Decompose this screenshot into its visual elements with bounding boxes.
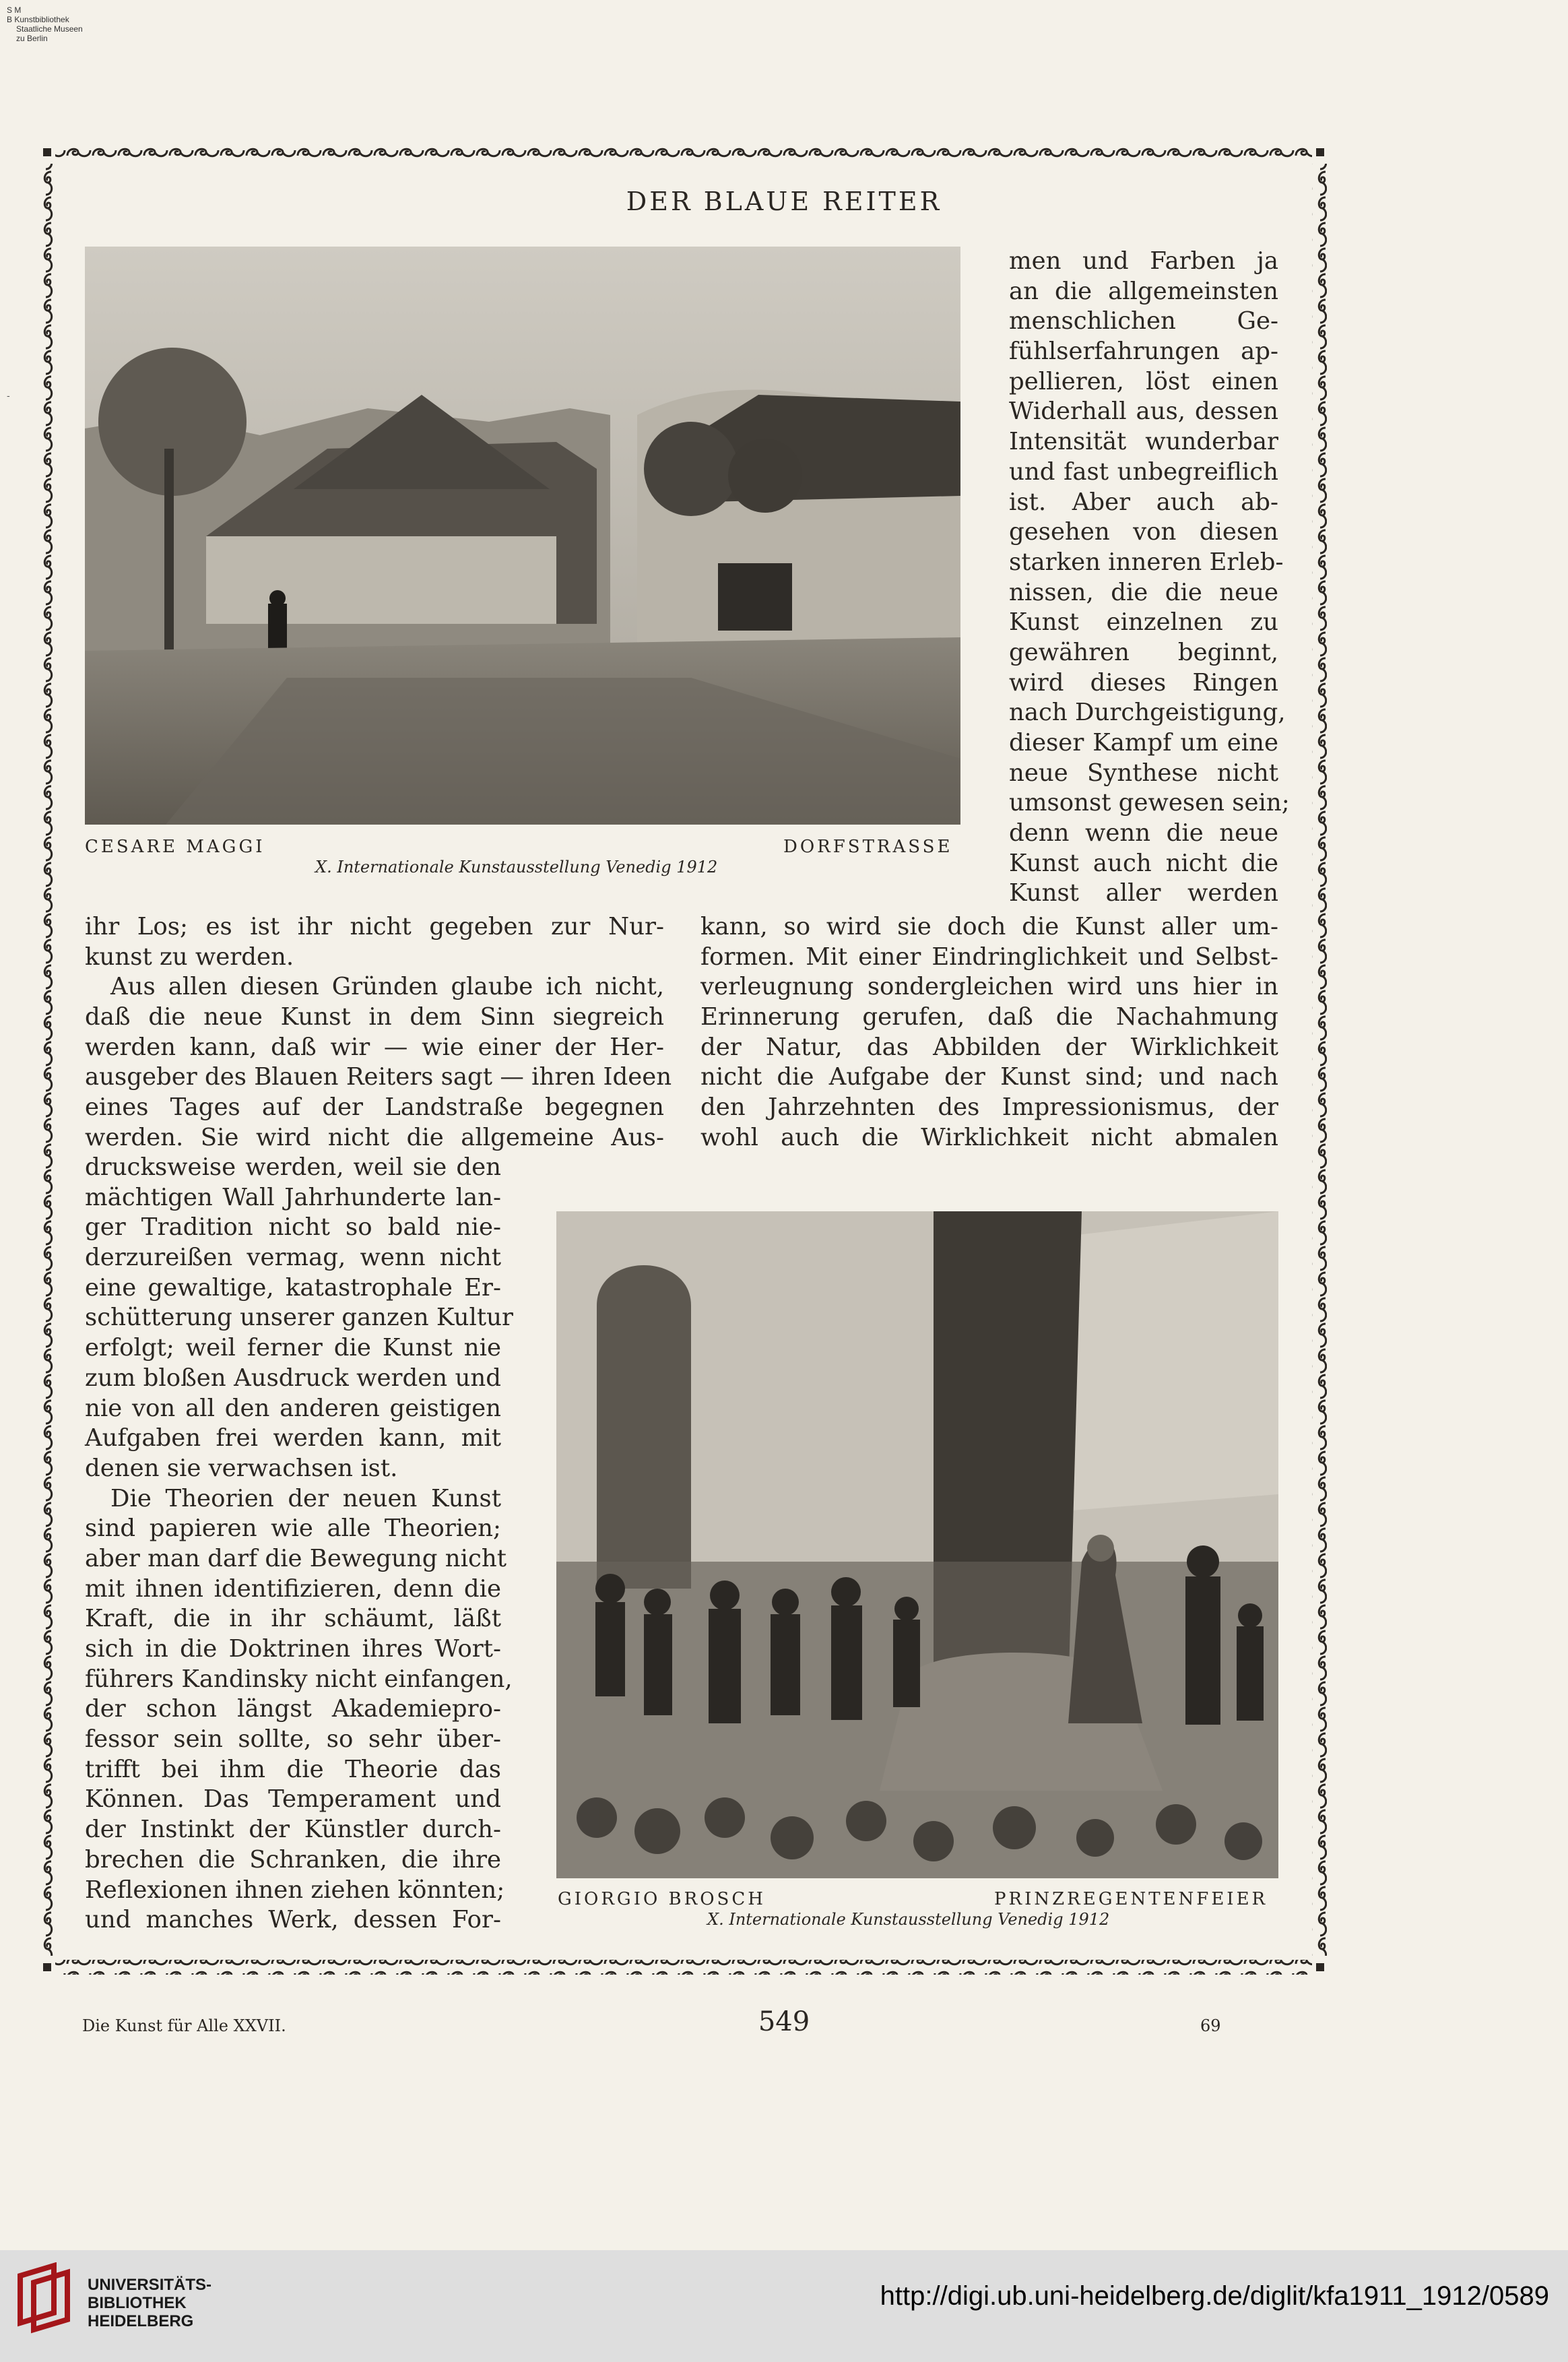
text-line: wird dieses Ringen (1009, 668, 1278, 697)
painting-prinzregentenfeier (556, 1211, 1278, 1878)
text-line: ihr Los; es ist ihr nicht gegeben zur Nur- (85, 913, 664, 940)
text-line: gewähren beginnt, (1009, 638, 1278, 666)
text-line: menschlichen Ge- (1009, 307, 1278, 336)
library-name-line: UNIVERSITÄTS- (88, 2276, 212, 2294)
text-line: men und Farben ja (1009, 247, 1278, 275)
text-line: Aufgaben frei werden kann, mit (85, 1424, 501, 1453)
text-line: Kunst einzelnen zu (1009, 608, 1278, 637)
text-line: trifft bei ihm die Theorie das (85, 1755, 501, 1783)
text-line: kunst zu werden. (85, 943, 294, 971)
text-line: drucksweise werden, weil sie den (85, 1153, 501, 1181)
figure1-caption: X. Internationale Kunstausstellung Venedig 1912 (315, 858, 718, 876)
text-line: verleugnung sondergleichen wird uns hier in (700, 973, 1278, 1001)
text-line: schütterung unserer ganzen Kultur (85, 1304, 513, 1332)
text-line: nicht die Aufgabe der Kunst sind; und nach (700, 1063, 1278, 1091)
text-line: brechen die Schranken, die ihre (85, 1845, 501, 1874)
text-line: werden. Sie wird nicht die allgemeine Aus- (85, 1123, 664, 1151)
text-line: neue Synthese nicht (1009, 759, 1278, 787)
text-line: sich in die Doktrinen ihres Wort- (85, 1635, 501, 1663)
figure1-title: DORFSTRASSE (783, 837, 953, 857)
text-line: formen. Mit einer Eindringlichkeit und Selbst- (700, 943, 1278, 971)
page-number: 549 (758, 2006, 810, 2037)
footer-sheet: 69 (1200, 2016, 1221, 2035)
figure2-title: PRINZREGENTENFEIER (994, 1889, 1268, 1909)
text-line: Kunst auch nicht die (1009, 849, 1278, 877)
text-line: und manches Werk, dessen For- (85, 1906, 501, 1934)
text-line: mit ihnen identifizieren, denn die (85, 1574, 501, 1603)
text-line: umsonst gewesen sein; (1009, 789, 1290, 817)
text-line: nach Durchgeistigung, (1009, 699, 1286, 727)
text-line: der Instinkt der Künstler durch- (85, 1816, 501, 1844)
text-line: nie von all den anderen geistigen (85, 1394, 501, 1422)
text-line: werden kann, daß wir — wie einer der Her- (85, 1033, 664, 1061)
text-line: fühlserfahrungen ap- (1009, 338, 1278, 366)
text-line: Reflexionen ihnen ziehen könnten; (85, 1876, 505, 1904)
text-line: den Jahrzehnten des Impressionismus, der (700, 1093, 1278, 1122)
text-line: Kunst aller werden (1009, 879, 1278, 907)
figure2-artist: GIORGIO BROSCH (558, 1889, 766, 1909)
text-line: Intensität wunderbar (1009, 428, 1278, 456)
text-line: Widerhall aus, dessen (1009, 397, 1278, 426)
library-name-line: BIBLIOTHEK (88, 2294, 187, 2312)
text-line: wohl auch die Wirklichkeit nicht abmalen (700, 1123, 1278, 1151)
library-name-line: HEIDELBERG (88, 2312, 194, 2330)
text-line: eines Tages auf der Landstraße begegnen (85, 1093, 664, 1122)
text-line: an die allgemeinsten (1009, 277, 1278, 305)
painting-dorfstrasse (85, 247, 960, 825)
text-line: sind papieren wie alle Theorien; (85, 1514, 501, 1543)
text-column-right-narrow (1009, 247, 1290, 909)
text-line: Die Theorien der neuen Kunst (110, 1484, 501, 1512)
library-stamp (7, 5, 83, 43)
footer-journal: Die Kunst für Alle XXVII. (82, 2016, 286, 2035)
text-line: starken inneren Erleb- (1009, 548, 1284, 576)
text-line: der schon längst Akademiepro- (85, 1695, 501, 1723)
text-line: denen sie verwachsen ist. (85, 1454, 398, 1482)
text-line: Können. Das Temperament und (85, 1785, 501, 1814)
text-line: der Natur, das Abbilden der Wirklichkeit (700, 1033, 1278, 1061)
text-line: ist. Aber auch ab- (1009, 488, 1278, 516)
text-line: mächtigen Wall Jahrhunderte lan- (85, 1183, 501, 1211)
text-line: zum bloßen Ausdruck werden und (85, 1364, 501, 1392)
text-line: ger Tradition nicht so bald nie- (85, 1213, 501, 1242)
text-column-left-wide (85, 912, 672, 1153)
text-line: denn wenn die neue (1009, 819, 1278, 848)
text-line: fessor sein sollte, so sehr über- (85, 1725, 501, 1754)
text-line: derzureißen vermag, wenn nicht (85, 1244, 501, 1272)
text-line: pellieren, löst einen (1009, 367, 1278, 395)
text-line: Kraft, die in ihr schäumt, läßt (85, 1605, 501, 1633)
text-line: ausgeber des Blauen Reiters sagt — ihren Ideen (85, 1063, 672, 1091)
text-line: gesehen von diesen (1009, 518, 1278, 546)
library-name (88, 2276, 211, 2330)
text-line: aber man darf die Bewegung nicht (85, 1544, 507, 1572)
text-line: nissen, die die neue (1009, 578, 1278, 606)
edge-mark: - (7, 391, 10, 402)
stamp-line: S M (7, 5, 22, 15)
library-logo-icon (13, 2262, 74, 2336)
text-line: Erinnerung gerufen, daß die Nachahmung (700, 1003, 1278, 1031)
figure2-caption: X. Internationale Kunstausstellung Venedig 1912 (707, 1910, 1110, 1929)
text-line: erfolgt; weil ferner die Kunst nie (85, 1334, 501, 1362)
text-line: eine gewaltige, katastrophale Er- (85, 1273, 501, 1302)
text-column-right-wide (700, 912, 1278, 1153)
text-line: und fast unbegreiflich (1009, 457, 1278, 486)
running-head: DER BLAUE REITER (626, 187, 942, 216)
stamp-line: Staatliche Museen (16, 24, 83, 34)
text-column-left-narrow (85, 1153, 513, 1936)
text-line: führers Kandinsky nicht einfangen, (85, 1665, 513, 1693)
permalink-url[interactable]: http://digi.ub.uni-heidelberg.de/diglit/kfa1911_1912/0589 (880, 2281, 1549, 2311)
text-line: kann, so wird sie doch die Kunst aller um- (700, 913, 1278, 940)
stamp-line: B Kunstbibliothek (7, 15, 69, 24)
stamp-line: zu Berlin (16, 34, 48, 43)
text-line: daß die neue Kunst in dem Sinn siegreich (85, 1003, 664, 1031)
text-line: dieser Kampf um eine (1009, 729, 1278, 757)
text-line: Aus allen diesen Gründen glaube ich nicht, (110, 973, 664, 1001)
figure1-artist: CESARE MAGGI (85, 837, 265, 857)
